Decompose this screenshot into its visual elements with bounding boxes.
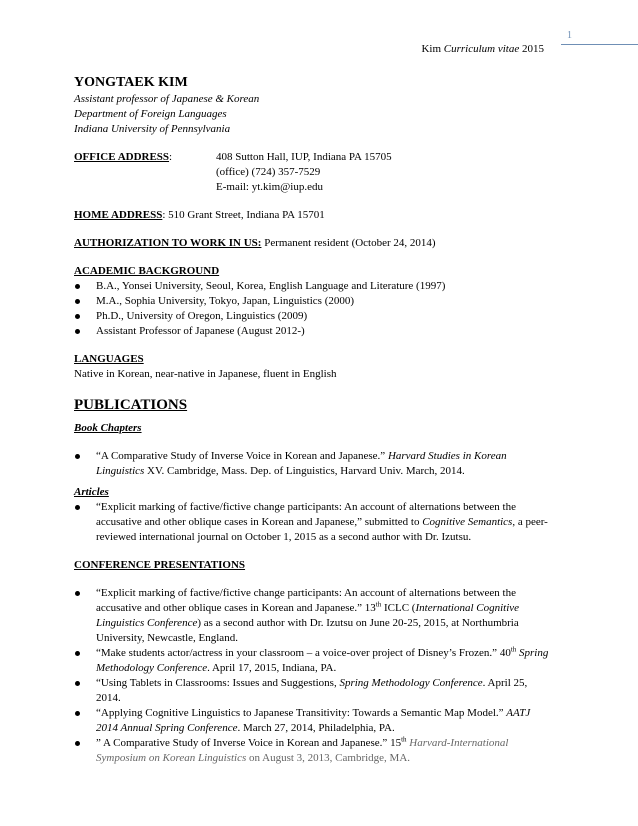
person-name: YONGTAEK KIM <box>74 75 188 90</box>
articles-list <box>74 500 552 545</box>
languages-heading: LANGUAGES <box>74 353 144 365</box>
work-authorization-label: AUTHORIZATION TO WORK IN US: <box>74 237 262 249</box>
ordinal-suffix: th <box>510 645 517 654</box>
conference-text: “Make students actor/actress in your classroom – a voice-over project of Disney’s Frozen.” 40 <box>96 647 511 659</box>
page-number-rule <box>561 44 638 45</box>
list-item <box>74 676 552 706</box>
book-chapters-heading: Book Chapters <box>74 422 142 434</box>
work-authorization <box>74 236 552 251</box>
list-item <box>74 706 552 736</box>
book-chapters-list <box>74 449 552 479</box>
conference-details: . April 25, 2014. <box>96 677 528 704</box>
header-doc-title: Curriculum vitae <box>443 43 520 55</box>
list-item: M.A., Sophia University, Tokyo, Japan, Linguistics (2000) <box>74 294 552 309</box>
page-number: 1 <box>567 30 572 41</box>
office-email: E-mail: yt.kim@iup.edu <box>216 181 323 193</box>
conference-venue: AATJ 2014 Annual Spring Conference <box>96 707 531 734</box>
conference-text: “Applying Cognitive Linguistics to Japanese Transitivity: Towards a Semantic Map Model.” <box>96 707 507 719</box>
ordinal-suffix: th <box>375 600 382 609</box>
office-address <box>74 150 552 195</box>
header-year: 2015 <box>522 43 544 55</box>
list-item: Assistant Professor of Japanese (August 2012-) <box>74 324 552 339</box>
conference-details: . April 17, 2015, Indiana, PA. <box>207 662 337 674</box>
article-title: “Explicit marking of factive/fictive change participants: An account of alternations between the accusative and other oblique cases in Korean and Japanese,” submitted to <box>96 501 516 528</box>
spacer <box>74 251 552 264</box>
home-address-value: : 510 Grant Street, Indiana PA 15701 <box>162 209 325 221</box>
conference-venue: International Cognitive Linguistics Conference <box>96 602 520 629</box>
spacer <box>74 195 552 208</box>
book-chapter-details: XV. Cambridge, Mass. Dep. of Linguistics, Harvard Univ. March, 2014. <box>144 465 465 477</box>
conference-details: on August 3, 2013, Cambridge, MA. <box>246 752 411 764</box>
academic-background-heading: ACADEMIC BACKGROUND <box>74 265 220 277</box>
academic-list <box>74 279 552 339</box>
list-item <box>74 449 552 479</box>
conference-text: ICLC ( <box>381 602 416 614</box>
office-address-lines <box>216 150 552 195</box>
office-phone: (office) (724) 357-7529 <box>216 166 321 178</box>
person-title: Assistant professor of Japanese & Korean <box>74 93 260 105</box>
conference-presentations-heading: CONFERENCE PRESENTATIONS <box>74 559 246 571</box>
spacer <box>74 573 552 586</box>
conference-list <box>74 586 552 766</box>
office-street: 408 Sutton Hall, IUP, Indiana PA 15705 <box>216 151 392 163</box>
conference-text: “Explicit marking of factive/fictive change participants: An account of alternations between the accusative and other oblique cases in Korean and Japanese.” 13 <box>96 587 516 614</box>
person-department: Department of Foreign Languages <box>74 108 227 120</box>
articles-heading: Articles <box>74 486 109 498</box>
work-authorization-value: Permanent resident (October 24, 2014) <box>261 237 436 249</box>
home-address <box>74 208 552 223</box>
list-item <box>74 736 552 766</box>
person-university: Indiana University of Pennsylvania <box>74 123 231 135</box>
header-name: Kim <box>421 43 442 55</box>
book-chapter-title: “A Comparative Study of Inverse Voice in Korean and Japanese.” <box>96 450 388 462</box>
conference-venue: Harvard-International Symposium on Korean Linguistics <box>96 737 509 764</box>
cv-content <box>74 74 552 766</box>
conference-venue: Spring Methodology Conference <box>339 677 483 689</box>
spacer <box>74 436 552 449</box>
publications-heading: PUBLICATIONS <box>74 397 188 413</box>
conference-text: ” A Comparative Study of Inverse Voice in Korean and Japanese.” 15 <box>96 737 402 749</box>
office-address-label-wrap: OFFICE ADDRESS: <box>74 151 173 163</box>
list-item: Ph.D., University of Oregon, Linguistics (2009) <box>74 309 552 324</box>
languages-text: Native in Korean, near-native in Japanese, fluent in English <box>74 368 337 380</box>
list-item <box>74 500 552 545</box>
spacer <box>74 545 552 558</box>
home-address-label: HOME ADDRESS <box>74 209 163 221</box>
office-address-label: OFFICE ADDRESS <box>74 151 170 163</box>
article-venue: Cognitive Semantics <box>422 516 513 528</box>
running-header <box>421 43 544 56</box>
conference-text: “Using Tablets in Classrooms: Issues and Suggestions, <box>96 677 340 689</box>
list-item <box>74 586 552 646</box>
conference-details: . March 27, 2014, Philadelphia, PA. <box>237 722 395 734</box>
spacer <box>74 223 552 236</box>
spacer <box>74 339 552 352</box>
conference-venue: Spring Methodology Conference <box>96 647 549 674</box>
spacer <box>74 382 552 395</box>
ordinal-suffix: th <box>401 735 407 744</box>
list-item <box>74 646 552 676</box>
list-item: B.A., Yonsei University, Seoul, Korea, English Language and Literature (1997) <box>74 279 552 294</box>
spacer <box>74 137 552 150</box>
book-chapter-venue: Harvard Studies in Korean Linguistics <box>96 450 507 477</box>
article-details: , a peer-reviewed international journal on October 1, 2015 as a second author with Dr. Izutsu. <box>96 516 548 543</box>
conference-details: ) as a second author with Dr. Izutsu on June 20-25, 2015, at Northumbria University, Newcastle, England. <box>96 617 519 644</box>
